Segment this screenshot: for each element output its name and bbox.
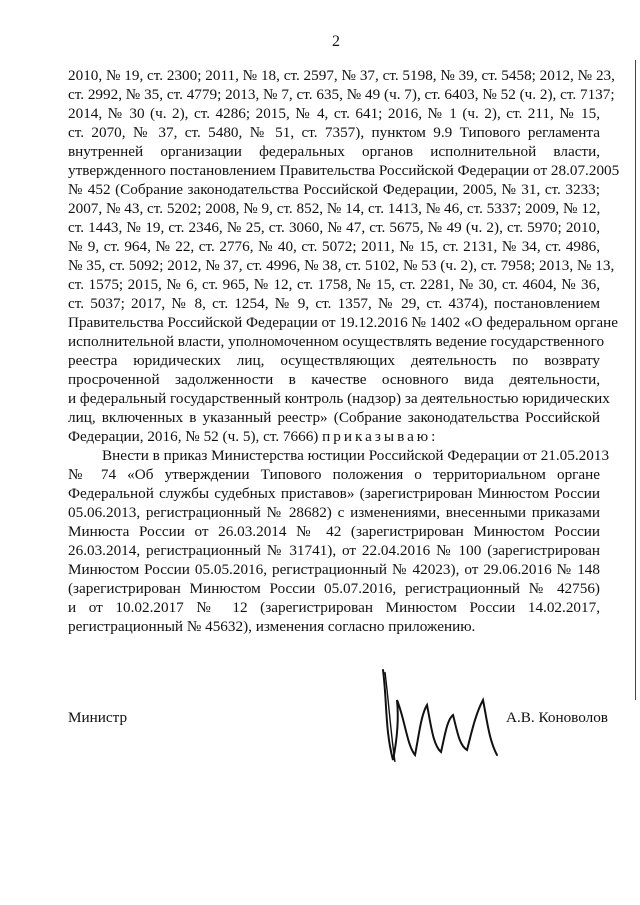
text-line: и от 10.02.2017 № 12 (зарегистрирован Минюстом России 14.02.2017,: [68, 599, 600, 616]
handwritten-signature: [375, 660, 505, 775]
paragraph-order: [68, 446, 610, 636]
text-line: просроченной задолженности в качестве основного вида деятельности,: [68, 371, 600, 388]
page-number: 2: [332, 33, 340, 50]
text-line: Внести в приказ Министерства юстиции Российской Федерации от 21.05.2013: [102, 447, 610, 464]
text-line: Правительства Российской Федерации от 19.12.2016 № 1402 «О федеральном органе: [68, 314, 619, 331]
text-line: № 9, ст. 964, № 22, ст. 2776, № 40, ст. 5072; 2011, № 15, ст. 2131, № 34, ст. 4986,: [68, 238, 600, 255]
scan-edge-line: [635, 60, 636, 700]
text-line: реестра юридических лиц, осуществляющих деятельность по возврату: [68, 352, 600, 369]
text-line: Минюстом России 05.05.2016, регистрационный № 42023), от 29.06.2016 № 148: [68, 561, 600, 578]
signatory-name: А.В. Коноволов: [506, 709, 608, 726]
signatory-title: Министр: [68, 709, 128, 726]
text-line: ст. 2992, № 35, ст. 4779; 2013, № 7, ст. 635, № 49 (ч. 7), ст. 6403, № 52 (ч. 2), ст. 7137;: [68, 86, 615, 103]
text-line: и федеральный государственный контроль (надзор) за деятельностью юридических: [68, 390, 610, 407]
text-line: лиц, включенных в указанный реестр» (Собрание законодательства Российской: [68, 409, 600, 426]
text-line: № 35, ст. 5092; 2012, № 37, ст. 4996, № 38, ст. 5102, № 53 (ч. 2), ст. 7958; 2013, № 13,: [68, 257, 615, 274]
text-line: 2014, № 30 (ч. 2), ст. 4286; 2015, № 4, ст. 641; 2016, № 1 (ч. 2), ст. 211, № 15,: [68, 105, 600, 122]
paragraph-legal-basis: [68, 66, 620, 446]
text-line: ст. 1443, № 19, ст. 2346, № 25, ст. 3060, № 47, ст. 5675, № 49 (ч. 2), ст. 5970; 2010,: [68, 219, 600, 236]
text-line: № 74 «Об утверждении Типового положения о территориальном органе: [68, 466, 600, 483]
text-line: 26.03.2014, регистрационный № 31741), от 22.04.2016 № 100 (зарегистрирован: [68, 542, 600, 559]
text-line: ст. 1575; 2015, № 6, ст. 965, № 12, ст. 1758, № 15, ст. 2281, № 30, ст. 4604, № 36,: [68, 276, 600, 293]
text-line: 05.06.2013, регистрационный № 28682) с изменениями, внесенными приказами: [68, 504, 600, 521]
text-line-end: регистрационный № 45632), изменения согласно приложению.: [68, 618, 476, 635]
text-line-end: Федерации, 2016, № 52 (ч. 5), ст. 7666): [68, 428, 319, 445]
order-word: приказываю:: [322, 428, 439, 445]
text-line: [68, 427, 600, 446]
text-line: утвержденного постановлением Правительства Российской Федерации от 28.07.2005: [68, 162, 620, 179]
text-line: Федеральной службы судебных приставов» (зарегистрирован Минюстом России: [68, 485, 600, 502]
text-line: (зарегистрирован Минюстом России 05.07.2016, регистрационный № 42756): [68, 580, 600, 597]
text-line: исполнительной власти, уполномоченном осуществлять ведение государственного: [68, 333, 605, 350]
text-line: Минюста России от 26.03.2014 № 42 (зарегистрирован Минюстом России: [68, 523, 600, 540]
text-line: 2007, № 43, ст. 5202; 2008, № 9, ст. 852, № 14, ст. 1413, № 46, ст. 5337; 2009, № 12,: [68, 200, 601, 217]
text-line: № 452 (Собрание законодательства Российской Федерации, 2005, № 31, ст. 3233;: [68, 181, 600, 198]
document-body: [68, 66, 620, 636]
text-line: 2010, № 19, ст. 2300; 2011, № 18, ст. 2597, № 37, ст. 5198, № 39, ст. 5458; 2012, № 23,: [68, 67, 615, 84]
text-line: ст. 5037; 2017, № 8, ст. 1254, № 9, ст. 1357, № 29, ст. 4374), постановлением: [68, 295, 600, 312]
text-line: внутренней организации федеральных органов исполнительной власти,: [68, 143, 600, 160]
text-line: ст. 2070, № 37, ст. 5480, № 51, ст. 7357), пунктом 9.9 Типового регламента: [68, 124, 600, 141]
text-line: [68, 617, 600, 636]
